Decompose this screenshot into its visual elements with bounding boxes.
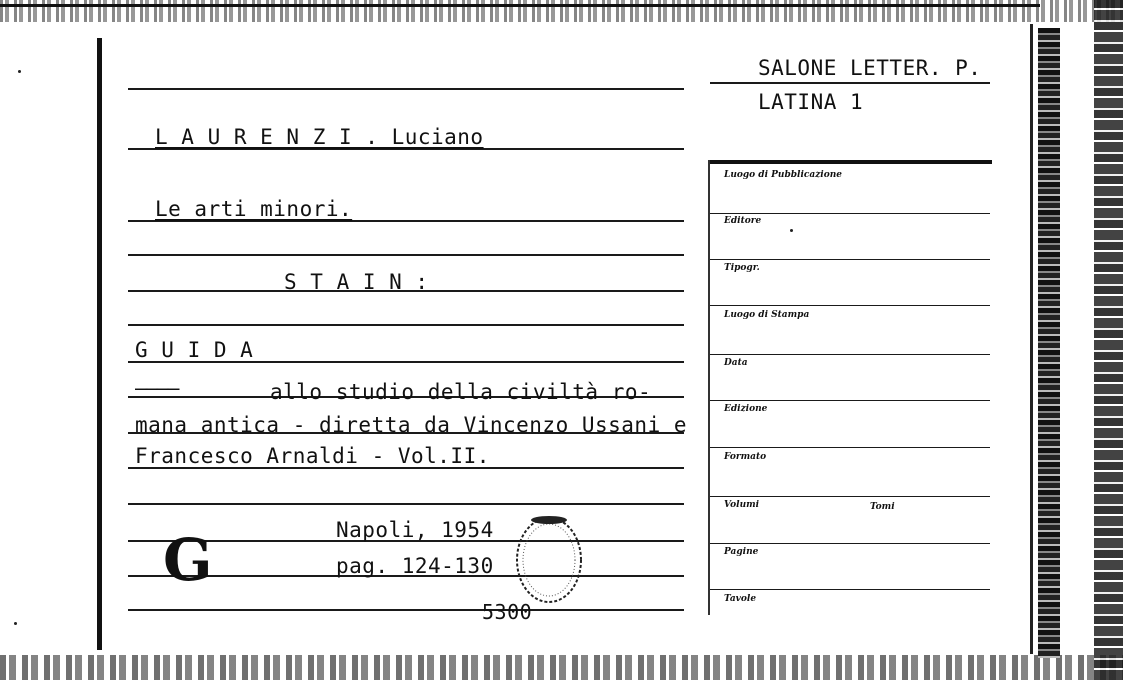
description-line2: mana antica - diretta da Vincenzo Ussani e: [135, 413, 688, 437]
form-line: [710, 354, 990, 355]
work-title: Le arti minori.: [155, 197, 353, 221]
form-line: [710, 589, 990, 590]
field-tomes: Tomi: [870, 502, 895, 512]
card-left-border: [97, 38, 102, 650]
form-box-top: [708, 160, 992, 164]
field-publisher: Editore: [724, 216, 762, 226]
scan-edge-right: [1038, 28, 1060, 658]
speck: [14, 622, 17, 625]
form-line: [710, 259, 990, 260]
guida-heading: G U I D A: [135, 338, 254, 362]
field-format: Formato: [724, 452, 767, 462]
form-line: [710, 305, 990, 306]
sta-in-label: S T A I N :: [284, 270, 429, 294]
field-place-of-publication: Luogo di Pubblicazione: [724, 170, 842, 180]
form-line: [710, 213, 990, 214]
form-line: [710, 400, 990, 401]
field-date: Data: [724, 358, 748, 368]
field-place-of-printing: Luogo di Stampa: [724, 310, 810, 320]
ditto-dash: ————: [135, 376, 178, 400]
ruled-line: [128, 88, 684, 90]
author-name: L A U R E N Z I . Luciano: [155, 125, 484, 149]
description-line1: allo studio della civiltà ro-: [270, 380, 652, 404]
ruled-line: [128, 324, 684, 326]
speck: [790, 229, 793, 232]
speck: [18, 70, 21, 73]
form-line: [710, 496, 990, 497]
card-right-border: [1030, 24, 1033, 654]
ruled-line: [128, 254, 684, 256]
scan-edge-top-line: [0, 4, 1040, 7]
library-stamp-icon: [512, 514, 586, 606]
description-line3: Francesco Arnaldi - Vol.II.: [135, 444, 490, 468]
field-volumes: Volumi: [724, 500, 760, 510]
form-line: [710, 447, 990, 448]
scan-edge-far-right: [1094, 0, 1123, 680]
form-box-left: [708, 160, 710, 615]
ruled-line: [128, 609, 684, 611]
call-number: 5300: [482, 600, 533, 624]
field-pages: Pagine: [724, 547, 759, 557]
shelf-location-line1: SALONE LETTER. P.: [758, 56, 982, 80]
page-range: pag. 124-130: [336, 554, 494, 578]
form-line: [710, 543, 990, 544]
location-line: [710, 82, 990, 84]
place-and-year: Napoli, 1954: [336, 518, 494, 542]
field-plates: Tavole: [724, 594, 757, 604]
field-edition: Edizione: [724, 404, 768, 414]
shelf-location-line2: LATINA 1: [758, 90, 864, 114]
field-printer: Tipogr.: [724, 263, 760, 273]
scan-edge-bottom: [0, 655, 1123, 680]
ruled-line: [128, 503, 684, 505]
classification-letter: G: [163, 526, 213, 594]
